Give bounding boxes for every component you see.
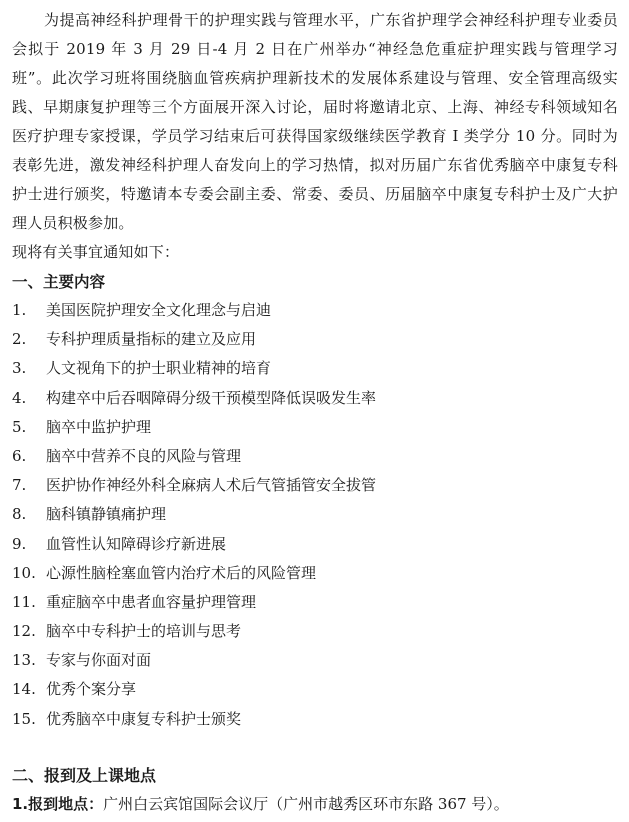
- list-item-text: 优秀个案分享: [46, 680, 137, 699]
- list-item-text: 构建卒中后吞咽障碍分级干预模型降低误吸发生率: [46, 388, 377, 407]
- list-item: [12, 384, 376, 413]
- list-item-number: 13.: [12, 651, 36, 670]
- list-item: [12, 705, 376, 734]
- list-item-number: 5.: [12, 417, 27, 436]
- list-item-number: 6.: [12, 446, 27, 465]
- intro-closing: 现将有关事宜通知如下：: [12, 243, 180, 261]
- list-item-number: 10.: [12, 563, 36, 582]
- list-item-text: 专家与你面对面: [46, 651, 152, 670]
- list-item-number: 11.: [12, 592, 36, 611]
- list-item: [12, 675, 376, 704]
- list-item-text: 重症脑卒中患者血容量护理管理: [46, 592, 257, 611]
- list-item: [12, 617, 376, 646]
- list-item: [12, 296, 376, 325]
- list-item: [12, 442, 376, 471]
- list-item-number: 3.: [12, 359, 27, 378]
- venue-address: 广州白云宾馆国际会议厅（广州市越秀区环市东路 367 号）。: [103, 795, 509, 813]
- list-item: [12, 646, 376, 675]
- intro-paragraph: 为提高神经科护理骨干的护理实践与管理水平，广东省护理学会神经科护理专业委员会拟于 2019 年 3 月 29 日-4 月 2 日在广州举办“神经急危重症护理实践与管理学习班”。此次学习班将围绕脑血管疾病护理新技术的发展体系建设与管理、安全管理高级实践、早期康复护理等三个方面展开深入讨论，届时将邀请北京、上海、神经专科领域知名医疗护理专家授课，学员学习结束后可获得国家级继续医学教育 I 类学分 10 分。同时为表彰先进，激发神经科护理人奋发向上的学习热情，拟对历届广东省优秀脑卒中康复专科护士进行颁奖，特邀请本专委会副主委、常委、委员、历届脑卒中康复专科护士及广大护理人员积极参加。: [12, 11, 618, 232]
- list-item-text: 美国医院护理安全文化理念与启迪: [46, 301, 272, 319]
- list-item-text: 血管性认知障碍诊疗新进展: [46, 534, 227, 553]
- list-item: [12, 559, 376, 588]
- list-item-text: 脑卒中营养不良的风险与管理: [46, 446, 242, 465]
- list-item-text: 优秀脑卒中康复专科护士颁奖: [46, 709, 242, 728]
- list-item-text: 脑卒中监护护理: [46, 417, 152, 436]
- list-item-number: 4.: [12, 388, 27, 407]
- section-heading-main-content: 一、主要内容: [12, 273, 106, 291]
- list-item: [12, 413, 376, 442]
- list-item: [12, 471, 376, 500]
- list-item-text: 脑卒中专科护士的培训与思考: [46, 622, 242, 641]
- venue-label: 1.报到地点：: [12, 795, 104, 813]
- list-item-number: 7.: [12, 476, 27, 495]
- list-item-text: 人文视角下的护士职业精神的培育: [46, 359, 272, 378]
- list-item-number: 14.: [12, 680, 36, 699]
- list-item-text: 脑科镇静镇痛护理: [46, 505, 167, 524]
- list-item-number: 12.: [12, 622, 36, 641]
- list-item-text: 心源性脑栓塞血管内治疗术后的风险管理: [46, 563, 317, 582]
- list-item-text: 医护协作神经外科全麻病人术后气管插管安全拔管: [46, 476, 377, 495]
- list-item-number: 9.: [12, 534, 27, 553]
- list-item-number: 15.: [12, 709, 36, 728]
- list-item-number: 1.: [12, 301, 27, 319]
- list-item-number: 8.: [12, 505, 27, 524]
- list-item: [12, 354, 376, 383]
- list-item-number: 2.: [12, 330, 27, 349]
- list-item: [12, 530, 376, 559]
- list-item-text: 专科护理质量指标的建立及应用: [46, 330, 257, 349]
- list-item: [12, 588, 376, 617]
- content-list: [12, 296, 376, 734]
- list-item: [12, 500, 376, 529]
- venue-line: [12, 793, 509, 814]
- section-heading-venue: 二、报到及上课地点: [12, 766, 157, 785]
- list-item: [12, 325, 376, 354]
- intro-block: [12, 6, 618, 267]
